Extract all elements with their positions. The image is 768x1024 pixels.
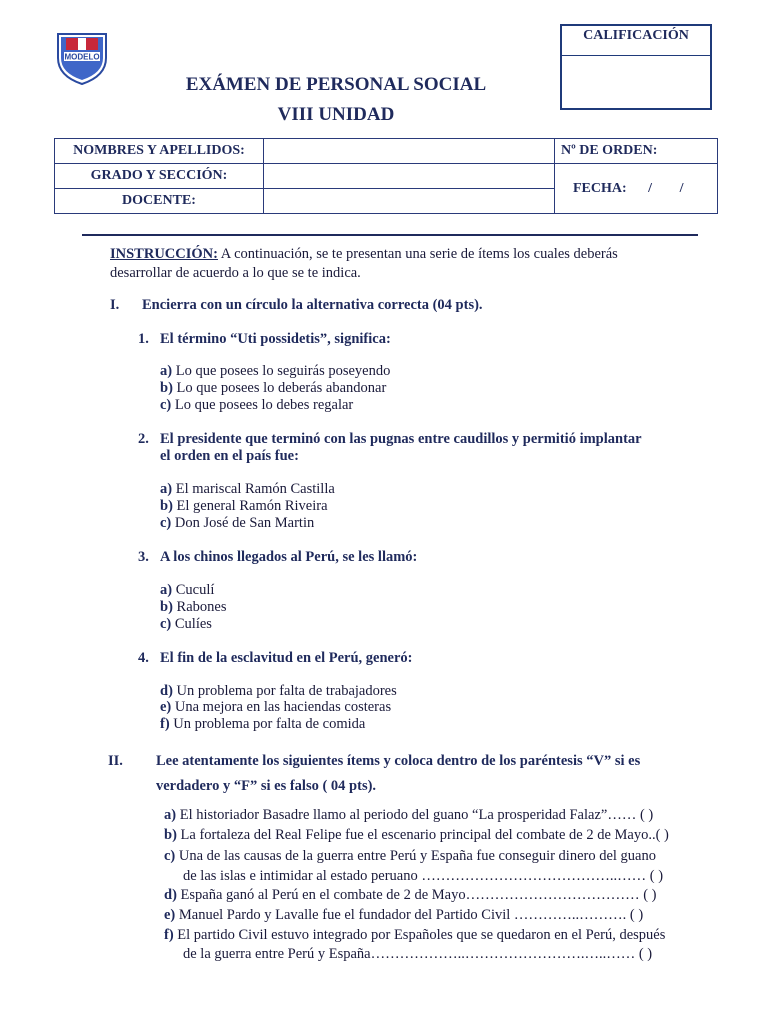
student-info-table — [54, 138, 718, 214]
section-2-title-line2: verdadero y “F” si es falso ( 04 pts). — [156, 778, 377, 794]
tf-item-d[interactable]: d) España ganó al Perú en el combate de 2 de Mayo……………………………… ( ) — [164, 887, 657, 903]
exam-title: EXÁMEN DE PERSONAL SOCIAL — [185, 74, 487, 95]
q3-option-c[interactable]: c) Culíes — [160, 616, 212, 632]
question-2-number: 2. — [138, 431, 149, 447]
instruction-line2: desarrollar de acuerdo a lo que se te indica. — [110, 265, 361, 281]
date-field[interactable]: FECHA: / / — [555, 164, 718, 214]
section-1-number: I. — [110, 297, 120, 313]
q4-option-d[interactable]: d) Un problema por falta de trabajadores — [160, 683, 397, 699]
question-3-text: A los chinos llegados al Perú, se les llamó: — [160, 549, 418, 565]
q1-option-c[interactable]: c) Lo que posees lo debes regalar — [160, 397, 354, 413]
section-2-number: II. — [108, 753, 123, 769]
tf-item-a[interactable]: a) El historiador Basadre llamo al periodo del guano “La prosperidad Falaz”…… ( ) — [164, 807, 654, 823]
q1-option-a[interactable]: a) Lo que posees lo seguirás poseyendo — [160, 363, 391, 379]
section-1-title: Encierra con un círculo la alternativa correcta (04 pts). — [142, 297, 483, 313]
question-2-text: El presidente que terminó con las pugnas entre caudillos y permitió implantar — [160, 431, 642, 447]
tf-item-c-line2: de las islas e intimidar al estado peruano …………………………………..…… ( ) — [183, 868, 664, 884]
svg-text:MODELO: MODELO — [64, 52, 100, 62]
q2-option-b[interactable]: b) El general Ramón Riveira — [160, 498, 328, 514]
grade-box — [560, 24, 712, 110]
teacher-label: DOCENTE: — [55, 189, 264, 214]
question-4-text: El fin de la esclavitud en el Perú, generó: — [160, 650, 413, 666]
question-1-text: El término “Uti possidetis”, significa: — [160, 331, 391, 347]
order-label[interactable]: Nº DE ORDEN: — [555, 139, 718, 164]
question-2-text-line2: el orden en el país fue: — [160, 448, 299, 464]
grade-section-label: GRADO Y SECCIÓN: — [55, 164, 264, 189]
q4-option-e[interactable]: e) Una mejora en las haciendas costeras — [160, 699, 392, 715]
divider — [82, 234, 698, 236]
tf-item-b[interactable]: b) La fortaleza del Real Felipe fue el escenario principal del combate de 2 de Mayo..( ) — [164, 827, 669, 843]
names-field[interactable] — [264, 139, 555, 164]
grade-section-field[interactable] — [264, 164, 555, 189]
q2-option-a[interactable]: a) El mariscal Ramón Castilla — [160, 481, 335, 497]
tf-item-c[interactable]: c) Una de las causas de la guerra entre Perú y España fue conseguir dinero del guano — [164, 848, 656, 864]
grade-box-label: CALIFICACIÓN — [562, 26, 710, 56]
q3-option-b[interactable]: b) Rabones — [160, 599, 227, 615]
tf-item-f[interactable]: f) El partido Civil estuvo integrado por Españoles que se quedaron en el Perú, después — [164, 927, 666, 943]
q3-option-a[interactable]: a) Cuculí — [160, 582, 215, 598]
instruction: INSTRUCCIÓN: A continuación, se te presentan una serie de ítems los cuales deberás — [110, 246, 618, 262]
teacher-field[interactable] — [264, 189, 555, 214]
names-label: NOMBRES Y APELLIDOS: — [55, 139, 264, 164]
question-1-number: 1. — [138, 331, 149, 347]
section-2-title-line1: Lee atentamente los siguientes ítems y coloca dentro de los paréntesis “V” si es — [156, 753, 641, 769]
tf-item-f-line2: de la guerra entre Perú y España………………..…………………….…..…… ( ) — [183, 946, 653, 962]
tf-item-e[interactable]: e) Manuel Pardo y Lavalle fue el fundador del Partido Civil …………..………. ( ) — [164, 907, 644, 923]
q2-option-c[interactable]: c) Don José de San Martin — [160, 515, 315, 531]
q4-option-f[interactable]: f) Un problema por falta de comida — [160, 716, 366, 732]
q1-option-b[interactable]: b) Lo que posees lo deberás abandonar — [160, 380, 387, 396]
exam-subtitle: VIII UNIDAD — [277, 104, 395, 125]
question-3-number: 3. — [138, 549, 149, 565]
question-4-number: 4. — [138, 650, 149, 666]
